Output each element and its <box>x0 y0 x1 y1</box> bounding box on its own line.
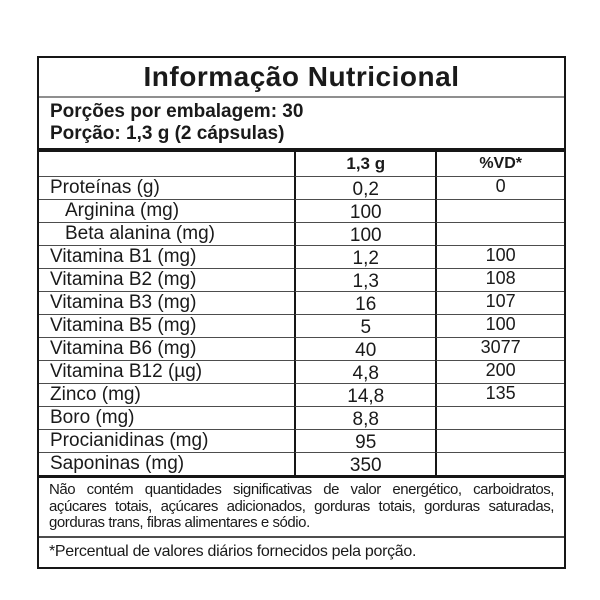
row-amount-cell <box>294 337 435 360</box>
row-label: Vitamina B12 (µg) <box>39 360 294 383</box>
row-vd-cell <box>435 314 564 337</box>
row-vd-cell <box>435 199 564 222</box>
row-label: Vitamina B3 (mg) <box>39 291 294 314</box>
column-header-vd: %VD* <box>435 152 564 176</box>
row-vd-cell <box>435 176 564 199</box>
row-vd-cell <box>435 429 564 452</box>
column-header-amount: 1,3 g <box>294 152 435 176</box>
row-vd-cell <box>435 268 564 291</box>
row-amount: 95 <box>355 432 377 452</box>
row-vd-cell <box>435 360 564 383</box>
row-label: Vitamina B6 (mg) <box>39 337 294 360</box>
row-amount-cell <box>294 383 435 406</box>
row-vd: 100 <box>485 314 516 334</box>
row-vd-cell <box>435 383 564 406</box>
column-header-nutrient <box>39 152 294 176</box>
row-amount: 8,8 <box>352 409 379 429</box>
row-label: Arginina (mg) <box>39 199 294 222</box>
row-vd-cell <box>435 291 564 314</box>
row-vd-cell <box>435 452 564 475</box>
row-amount-cell <box>294 429 435 452</box>
row-amount: 0,2 <box>352 179 379 199</box>
daily-values-footnote: *Percentual de valores diários fornecidos pela porção. <box>49 542 417 560</box>
row-amount: 14,8 <box>347 386 385 406</box>
row-vd: 135 <box>485 383 516 403</box>
row-amount-cell <box>294 291 435 314</box>
row-amount: 40 <box>355 340 377 360</box>
row-amount-cell <box>294 268 435 291</box>
row-amount: 4,8 <box>352 363 379 383</box>
row-amount-cell <box>294 360 435 383</box>
row-amount: 100 <box>349 225 382 245</box>
row-amount: 100 <box>349 202 382 222</box>
row-label: Vitamina B2 (mg) <box>39 268 294 291</box>
row-label: Proteínas (g) <box>39 176 294 199</box>
row-label: Vitamina B5 (mg) <box>39 314 294 337</box>
nutrition-label <box>37 56 566 569</box>
row-amount: 350 <box>349 455 382 475</box>
nutrition-table <box>39 152 564 475</box>
row-amount-cell <box>294 406 435 429</box>
row-vd: 107 <box>485 291 516 311</box>
row-vd-cell <box>435 337 564 360</box>
no-significant-amounts-note: Não contém quantidades significativas de valor energético, carboidratos, açúcares totais, açúcares adicionados, gorduras totais, gorduras saturadas, gorduras trans, fibras alimentares e sódio. <box>49 481 554 531</box>
row-amount: 1,3 <box>352 271 379 291</box>
row-label: Beta alanina (mg) <box>39 222 294 245</box>
row-amount: 16 <box>355 294 377 314</box>
row-label: Boro (mg) <box>39 406 294 429</box>
row-amount-cell <box>294 176 435 199</box>
row-vd: 3077 <box>480 337 521 357</box>
row-amount-cell <box>294 245 435 268</box>
row-vd-cell <box>435 245 564 268</box>
row-amount: 1,2 <box>352 248 379 268</box>
row-vd: 100 <box>485 245 516 265</box>
row-vd: 0 <box>495 176 506 196</box>
row-amount-cell <box>294 199 435 222</box>
title-bar <box>39 58 564 96</box>
row-vd: 200 <box>485 360 516 380</box>
serving-info <box>39 98 564 148</box>
page-title: Informação Nutricional <box>143 61 460 92</box>
row-amount-cell <box>294 222 435 245</box>
row-label: Zinco (mg) <box>39 383 294 406</box>
row-label: Vitamina B1 (mg) <box>39 245 294 268</box>
row-label: Procianidinas (mg) <box>39 429 294 452</box>
row-amount-cell <box>294 314 435 337</box>
serving-size: Porção: 1,3 g (2 cápsulas) <box>50 122 285 144</box>
row-vd-cell <box>435 222 564 245</box>
row-amount-cell <box>294 452 435 475</box>
row-label: Saponinas (mg) <box>39 452 294 475</box>
row-vd-cell <box>435 406 564 429</box>
row-vd: 108 <box>485 268 516 288</box>
servings-per-package: Porções por embalagem: 30 <box>50 101 304 122</box>
row-amount: 5 <box>360 317 372 337</box>
